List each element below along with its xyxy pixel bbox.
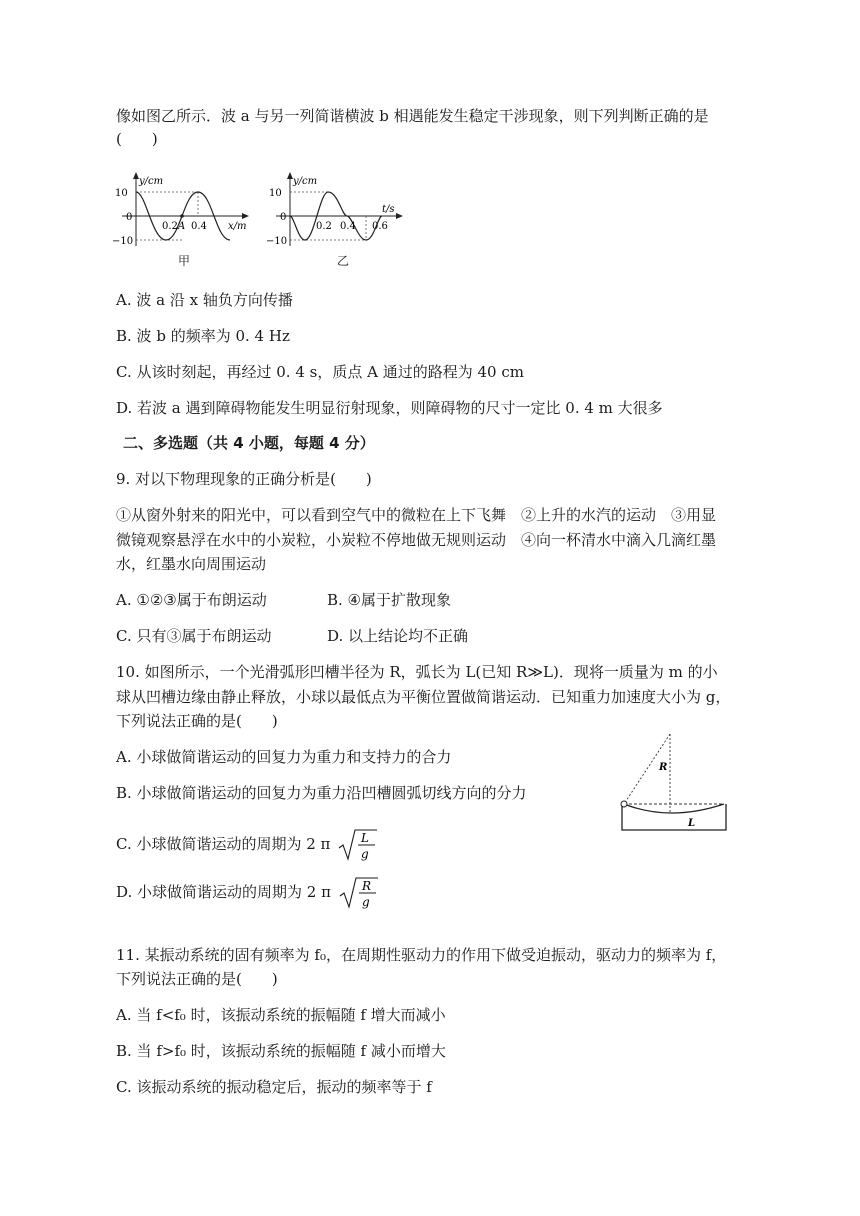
yi-y-label: y/cm — [293, 176, 318, 187]
frac-d-denominator: g — [361, 895, 370, 909]
sqrt-l-over-g-formula — [337, 828, 379, 862]
q10-option-d-text: D. 小球做简谐运动的周期为 2 π — [116, 883, 331, 901]
frac-d-numerator: R — [361, 879, 371, 893]
jia-tick-04: 0.4 — [191, 221, 207, 232]
jia-tick-02: 0.2 — [162, 221, 178, 232]
arc-groove — [624, 804, 724, 813]
q11-option-b: B. 当 f>f₀ 时，该振动系统的振幅随 f 减小而增大 — [116, 1042, 446, 1060]
q10-option-a: A. 小球做简谐运动的回复力为重力和支持力的合力 — [116, 748, 452, 766]
q10-stem-line1: 10. 如图所示，一个光滑弧形凹槽半径为 R，弧长为 L(已知 R≫L)．现将一质量为 m 的小 — [116, 663, 718, 681]
yi-x-label: t/s — [382, 204, 395, 215]
q9-option-d: D. 以上结论均不正确 — [327, 627, 469, 645]
q8-option-d: D. 若波 a 遇到障碍物能发生明显衍射现象，则障碍物的尺寸一定比 0. 4 m 大很多 — [116, 399, 663, 417]
yi-tick-06: 0.6 — [372, 221, 388, 232]
q11-option-c: C. 该振动系统的振动稳定后，振动的频率等于 f — [116, 1078, 432, 1096]
q11-stem-line2: 下列说法正确的是( ) — [116, 970, 278, 988]
figure-jia-wave-graph — [112, 170, 252, 254]
q9-body-line3: 水，红墨水向周围运动 — [116, 555, 267, 573]
jia-point-a-label: A — [178, 221, 186, 232]
figure-jia-caption: 甲 — [178, 254, 191, 268]
q10-option-d — [116, 876, 380, 910]
jia-x-arrow — [242, 213, 249, 219]
q8-stem-line2: ( ) — [116, 130, 158, 148]
q11-stem-line1: 11. 某振动系统的固有频率为 f₀，在周期性驱动力的作用下做受迫振动，驱动力的频率为 f， — [116, 946, 727, 964]
section-heading-multiple-choice: 二、多选题（共 4 小题，每题 4 分） — [123, 434, 375, 452]
sqrt-r-over-g-formula — [338, 876, 380, 910]
jia-point-a — [180, 214, 184, 218]
jia-tick-neg10: −10 — [112, 236, 134, 247]
q9-body-line1: ①从窗外射来的阳光中，可以看到空气中的微粒在上下飞舞 ②上升的水汽的运动 ③用显 — [116, 506, 717, 524]
jia-y-label: y/cm — [139, 176, 164, 187]
q9-option-c: C. 只有③属于布朗运动 — [116, 627, 272, 645]
q9-body-line2: 微镜观察悬浮在水中的小炭粒，小炭粒不停地做无规则运动 ④向一杯清水中滴入几滴红墨 — [116, 531, 717, 549]
figure-yi-caption: 乙 — [337, 254, 350, 268]
jia-tick-0: 0 — [126, 212, 133, 223]
q10-option-b: B. 小球做简谐运动的回复力为重力沿凹槽圆弧切线方向的分力 — [116, 784, 527, 802]
q10-stem-line2: 球从凹槽边缘由静止释放，小球以最低点为平衡位置做简谐运动．已知重力加速度大小为 g， — [116, 688, 731, 706]
q9-option-b: B. ④属于扩散现象 — [327, 591, 452, 609]
frac-c-numerator: L — [361, 831, 370, 845]
q9-option-a: A. ①②③属于布朗运动 — [116, 591, 267, 609]
label-l: L — [688, 818, 696, 829]
ball — [621, 801, 627, 807]
q8-option-b: B. 波 b 的频率为 0. 4 Hz — [116, 327, 290, 345]
q9-stem: 9. 对以下物理现象的正确分析是( ) — [116, 470, 372, 488]
q10-option-c — [116, 828, 379, 862]
yi-tick-02: 0.2 — [316, 221, 332, 232]
jia-tick-10: 10 — [115, 188, 128, 199]
yi-tick-04: 0.4 — [340, 221, 356, 232]
q10-groove-figure — [612, 730, 732, 836]
q10-option-c-text: C. 小球做简谐运动的周期为 2 π — [116, 835, 331, 853]
q8-option-a: A. 波 a 沿 x 轴负方向传播 — [116, 291, 293, 309]
jia-x-label: x/m — [228, 221, 247, 232]
q11-option-a: A. 当 f<f₀ 时，该振动系统的振幅随 f 增大而减小 — [116, 1006, 446, 1024]
frac-c-denominator: g — [361, 847, 369, 861]
q8-stem-line1: 像如图乙所示．波 a 与另一列简谐横波 b 相遇能发生稳定干涉现象，则下列判断正确的是 — [116, 107, 709, 125]
q8-option-c: C. 从该时刻起，再经过 0. 4 s，质点 A 通过的路程为 40 cm — [116, 363, 524, 381]
yi-tick-0: 0 — [280, 212, 287, 223]
yi-x-arrow — [396, 213, 403, 219]
label-r: R — [659, 762, 668, 773]
figure-yi-vibration-graph — [266, 170, 406, 254]
yi-tick-10: 10 — [269, 188, 282, 199]
yi-tick-neg10: −10 — [266, 236, 288, 247]
q10-stem-line3: 下列说法正确的是( ) — [116, 712, 278, 730]
